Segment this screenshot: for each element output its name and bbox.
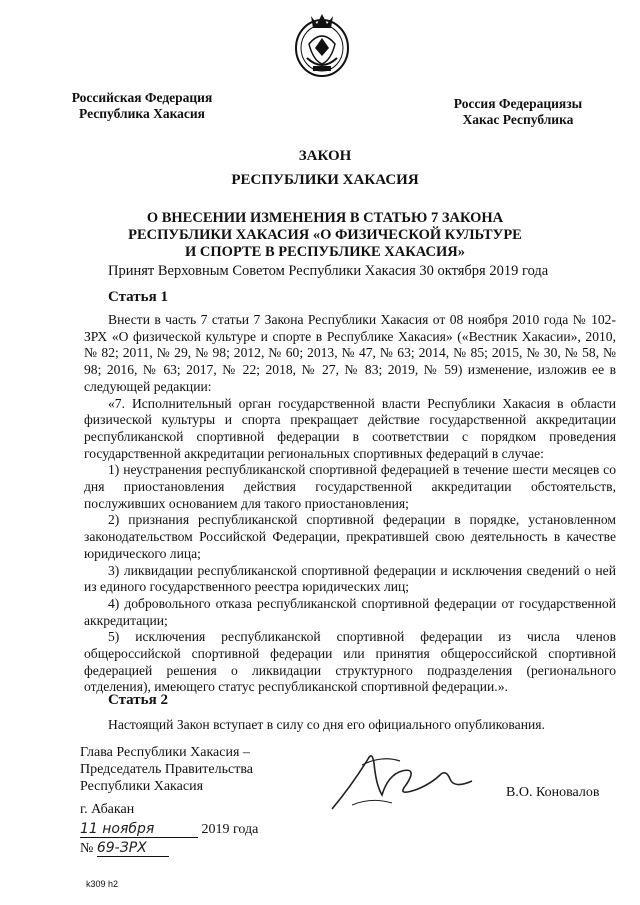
city: г. Абакан xyxy=(80,802,135,817)
signatory-name: В.О. Коновалов xyxy=(506,785,600,800)
header-left xyxy=(62,90,222,122)
header-right xyxy=(438,96,598,128)
signatory-line3: Республики Хакасия xyxy=(80,779,204,794)
article-1-paragraph: 3) ликвидации республиканской спортивной федерации и исключения сведений о ней из единого государственного реестра юридических лиц; xyxy=(84,562,616,595)
adoption-note: Принят Верховным Советом Республики Хакасия 30 октября 2019 года xyxy=(108,263,549,279)
article-1-paragraph: 5) исключения республиканской спортивной федерации из числа членов общероссийской спортивной федерации или принятия общероссийской спортивной федерацией решения о ликвидации структурного подразделения (регионального отделения), имеющего статус республиканской спортивной федерации.». xyxy=(84,629,616,695)
header-right-line2: Хакас Республика xyxy=(462,112,574,127)
article-1-paragraph: 2) признания республиканской спортивной федерации в порядке, установленном законодательством Российской Федерации, прекратившей свою деятельность в качестве юридического лица; xyxy=(84,512,616,561)
document-code: k309 h2 xyxy=(86,879,119,889)
signatory-line1: Глава Республики Хакасия – xyxy=(80,745,250,760)
article-1-heading: Статья 1 xyxy=(108,289,168,305)
law-title-line3: И СПОРТЕ В РЕСПУБЛИКЕ ХАКАСИЯ» xyxy=(185,244,465,260)
date-year: 2019 года xyxy=(201,822,259,837)
law-title-line1: О ВНЕСЕНИИ ИЗМЕНЕНИЯ В СТАТЬЮ 7 ЗАКОНА xyxy=(146,210,504,226)
article-2-heading: Статья 2 xyxy=(108,692,168,708)
law-heading: ЗАКОН xyxy=(298,148,352,164)
handwritten-date: 11 ноября xyxy=(80,821,198,838)
handwritten-law-number: 69-ЗРХ xyxy=(97,840,169,857)
article-1-paragraph: 4) добровольного отказа республиканской спортивной федерации от государственной аккредитации; xyxy=(84,595,616,628)
header-right-line1: Россия Федерациязы xyxy=(453,96,583,111)
article-1-paragraph: «7. Исполнительный орган государственной власти Республики Хакасия в области физической культуры и спорта прекращает действие государственной аккредитации республиканской спортивной федерации в соответствии с порядком проведения государственной аккредитации региональных спортивных федераций в случае: xyxy=(84,395,616,461)
article-2-body xyxy=(84,717,616,734)
law-title xyxy=(60,210,590,261)
law-title-line2: РЕСПУБЛИКИ ХАКАСИЯ «О ФИЗИЧЕСКОЙ КУЛЬТУРЕ xyxy=(128,227,522,243)
law-subheading: РЕСПУБЛИКИ ХАКАСИЯ xyxy=(231,172,419,188)
article-1-paragraph: 1) неустранения республиканской спортивной федерацией в течение шести месяцев со дня приостановления действия государственной аккредитации обстоятельств, послуживших основанием для такого приостановления; xyxy=(84,462,616,511)
header-left-line2: Республика Хакасия xyxy=(79,106,205,121)
article-1-paragraph: Внести в часть 7 статьи 7 Закона Республики Хакасия от 08 ноября 2010 года № 102-ЗРХ «О физической культуре и спорте в Республике Хакасия» («Вестник Хакасии», 2010, № 82; 2011, № 29, № 98; 2012, № 60; 2013, № 47, № 63; 2014, № 85; 2015, № 30, № 58, № 98; 2016, № 63; 2017, № 22; 2018, № 27, № 83; 2019, № 59) изменение, изложив ее в следующей редакции: xyxy=(84,312,616,394)
signatory-title xyxy=(80,744,253,795)
handwritten-signature xyxy=(322,745,492,815)
law-number-line xyxy=(80,840,169,857)
signatory-line2: Председатель Правительства xyxy=(80,762,253,777)
header-left-line1: Российская Федерация xyxy=(71,90,213,105)
date-line xyxy=(80,821,258,838)
number-prefix: № xyxy=(80,841,94,856)
article-1-body xyxy=(84,312,616,696)
coat-of-arms-emblem xyxy=(291,10,353,80)
article-2-paragraph: Настоящий Закон вступает в силу со дня его официального опубликования. xyxy=(108,717,545,732)
